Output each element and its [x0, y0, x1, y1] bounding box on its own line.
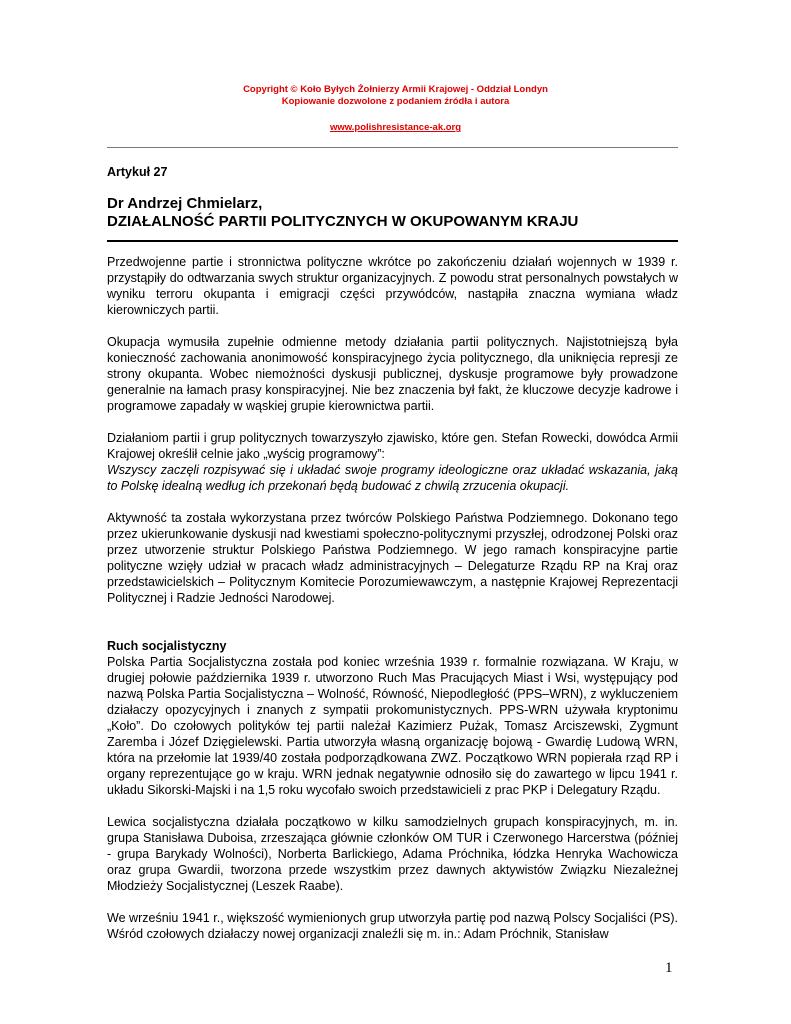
article-title: DZIAŁALNOŚĆ PARTII POLITYCZNYCH W OKUPOWANYM KRAJU — [107, 213, 579, 230]
website-link[interactable]: www.polishresistance-ak.org — [329, 122, 462, 133]
article-body — [107, 254, 678, 958]
copyright-line-1: Copyright © Koło Byłych Żołnierzy Armii Krajowej - Oddział Londyn — [243, 84, 548, 95]
paragraph-3: Działaniom partii i grup politycznych towarzyszyło zjawisko, które gen. Stefan Rowecki, dowódca Armii Krajowej określił celnie jako „wyścig programowy”: — [107, 431, 678, 461]
paragraph-6: Lewica socjalistyczna działała początkowo w kilku samodzielnych grupach konspiracyjnych, m. in. grupa Stanisława Duboisa, zrzeszająca głównie członków OM TUR i Czerwonego Harcerstwa (później - grupa Barykady Wolności), Norberta Barlickiego, Adama Próchnika, łódzka Henryka Wachowicza oraz grupa Gwardii, tworzona przede wszystkim przez dawnych aktywistów Związku Niezależnej Młodzieży Socjalistycznej (Leszek Raabe). — [107, 815, 678, 893]
section-heading-socialist: Ruch socjalistyczny — [107, 639, 227, 653]
title-divider — [107, 240, 678, 242]
header-divider — [107, 147, 678, 148]
paragraph-4: Aktywność ta została wykorzystana przez twórców Polskiego Państwa Podziemnego. Dokonano tego przez ukierunkowanie dyskusji nad kwestiami społeczno-politycznymi przyszłej, odrodzonej Polski oraz przez utworzenie struktur Polskiego Państwa Podziemnego. W jego ramach konspiracyjne partie polityczne wzięły udział w pracach władz administracyjnych – Delegaturze Rządu RP na Kraj oraz przedstawicielskich – Politycznym Komitecie Porozumiewawczym, a następnie Krajowej Reprezentacji Politycznej i Radzie Jedności Narodowej. — [107, 511, 678, 605]
paragraph-1: Przedwojenne partie i stronnictwa polityczne wkrótce po zakończeniu działań wojennych w 1939 r. przystąpiły do odtwarzania swych struktur organizacyjnych. Z powodu strat personalnych powstałych w wyniku terroru okupanta i emigracji części przywódców, nastąpiła znaczna wymiana władz kierowniczych partii. — [107, 255, 678, 317]
paragraph-5: Polska Partia Socjalistyczna została pod koniec września 1939 r. formalnie rozwiązana. W Kraju, w drugiej połowie października 1939 r. utworzono Ruch Mas Pracujących Miast i Wsi, występujący pod nazwą Polska Partia Socjalistyczna – Wolność, Równość, Niepodległość (PPS–WRN), z wykluczeniem działaczy opozycyjnych i znanych z sympatii prokomunistycznych. PPS-WRN używała kryptonimu „Koło”. Do czołowych polityków tej partii należał Kazimierz Pużak, Tomasz Arciszewski, Zygmunt Zaremba i Józef Dzięgielewski. Partia utworzyła własną organizację bojową - Gwardię Ludową WRN, która na przełomie lat 1939/40 została podporządkowana ZWZ. Początkowo WRN popierała rząd RP i organy reprezentujące go w kraju. WRN jednak negatywnie odnosiło się do zawartego w lipcu 1941 r. układu Sikorski-Majski i na 1,5 roku wycofało swoich przedstawicieli z prac PKP i Delegatury Rządu. — [107, 655, 678, 797]
paragraph-7: We wrześniu 1941 r., większość wymienionych grup utworzyła partię pod nazwą Polscy Socjaliści (PS). Wśród czołowych działaczy nowej organizacji znaleźli się m. in.: Adam Próchnik, Stanisław — [107, 911, 678, 941]
rowecki-quote: Wszyscy zaczęli rozpisywać się i układać swoje programy ideologiczne oraz układać wskazania, jaką to Polskę idealną według ich przekonań będą budować z chwilą zrzucenia okupacji. — [107, 463, 678, 493]
article-author: Dr Andrzej Chmielarz, — [107, 195, 263, 212]
copyright-notice — [0, 84, 791, 108]
paragraph-2: Okupacja wymusiła zupełnie odmienne metody działania partii politycznych. Najistotniejszą była konieczność zachowania anonimowość konspiracyjnego życia politycznego, dla uniknięcia represji ze strony okupanta. Wobec niemożności dyskusji publicznej, dyskusje programowe były prowadzone generalnie na łamach prasy konspiracyjnej. Nie bez znaczenia był fakt, że kluczowe decyzje kadrowe i programowe zapadały w wąskiej grupie kierownictwa partii. — [107, 335, 678, 413]
article-number: Artykuł 27 — [107, 165, 168, 179]
page-number: 1 — [665, 960, 673, 976]
copyright-line-2: Kopiowanie dozwolone z podaniem źródła i autora — [281, 96, 510, 107]
